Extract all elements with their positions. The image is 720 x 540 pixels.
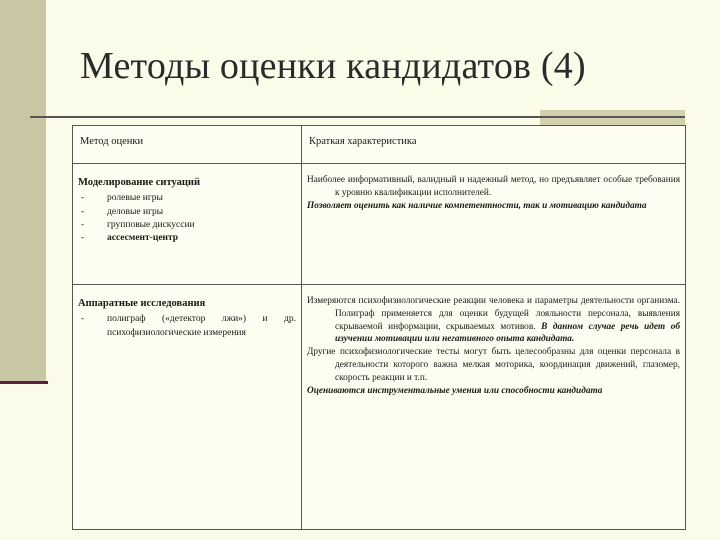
list-item: - полиграф («детектор лжи») и др. психофизиологические измерения [78, 313, 296, 339]
header-description: Краткая характеристика [302, 126, 686, 164]
method-title: Моделирование ситуаций [78, 177, 201, 188]
table-row [73, 164, 686, 285]
title-rule [30, 116, 685, 118]
list-item: - ассесмент-центр [78, 232, 296, 245]
description-cell [302, 164, 686, 285]
table-row [73, 285, 686, 530]
methods-table [72, 125, 686, 530]
description-cell [302, 285, 686, 530]
bullet-dash: - [81, 314, 85, 325]
left-accent-bar [0, 0, 46, 382]
description-emphasis: В данном случае речь идет об изучении мотивации или негативного опыта кандидата. [335, 321, 680, 345]
bullet-dash: - [81, 206, 85, 217]
method-cell [73, 285, 302, 530]
list-item: - деловые игры [78, 206, 296, 219]
description-paragraph: Другие психофизиологические тесты могут быть целесообразны для оценки персонала в деятельности которого важна мелкая моторика, координация движений, глазомер, скорость реакции и т.п. [307, 347, 680, 383]
description-paragraph-emphasis: Оцениваются инструментальные умения или способности кандидата [307, 385, 603, 396]
description-paragraph: Измеряются психофизиологические реакции человека и параметры деятельности организма. Полиграф применяется для оценки будущей лояльности персонала, выявления скрываемой информации, скрываемых мотивов. В данном случае речь идет об изучении мотивации или негативного опыта кандидата. [307, 296, 680, 345]
method-cell [73, 164, 302, 285]
left-accent-line [0, 381, 48, 384]
bullet-dash: - [81, 219, 85, 230]
slide-title: Методы оценки кандидатов (4) [80, 45, 586, 87]
list-item: - ролевые игры [78, 192, 296, 205]
bullet-dash: - [81, 193, 85, 204]
method-title: Аппаратные исследования [78, 298, 206, 309]
description-paragraph: Наиболее информативный, валидный и надежный метод, но предъявляет особые требования к уровню квалификации исполнителей. [307, 175, 680, 198]
description-paragraph-emphasis: Позволяет оценить как наличие компетентности, так и мотивацию кандидата [307, 200, 647, 211]
bullet-dash: - [81, 232, 85, 243]
method-items [78, 313, 296, 339]
table-header-row [73, 126, 686, 164]
header-method: Метод оценки [73, 126, 302, 164]
list-item: - групповые дискуссии [78, 219, 296, 232]
method-items [78, 192, 296, 244]
title-rule-block [540, 110, 685, 126]
